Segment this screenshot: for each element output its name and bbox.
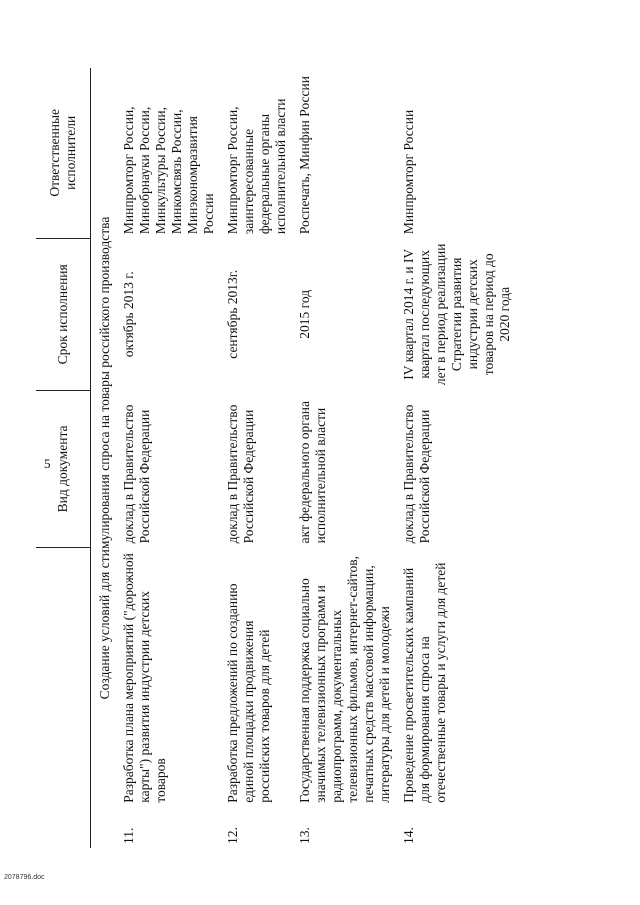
header-term: Срок исполнения <box>36 238 91 390</box>
header-responsible: Ответственные исполнители <box>36 68 91 238</box>
table-row <box>119 68 223 848</box>
header-num <box>36 807 91 848</box>
row-term: октябрь 2013 г. <box>121 271 136 358</box>
page-number: 5 <box>44 456 51 471</box>
row-name: Проведение просветительских кампаний для формирования спроса на отечественные товары и услуги для детей <box>401 562 448 803</box>
row-num: 14. <box>401 827 416 844</box>
table-row <box>295 68 399 848</box>
footer-file-code: 2078796.doc <box>4 874 45 881</box>
row-name: Разработка плана мероприятий ("дорожной карты") развития индустрии детских товаров <box>121 553 168 803</box>
measures-table <box>36 68 519 848</box>
rotated-table-container <box>36 68 596 848</box>
section-row <box>91 68 120 848</box>
row-doc-type: акт федерального органа исполнительной власти <box>297 400 328 544</box>
header-doc-type: Вид документа <box>36 390 91 547</box>
row-doc-type: доклад в Правительство Российской Федерации <box>401 404 432 544</box>
row-responsible: Роспечать, Минфин России <box>297 76 312 235</box>
row-responsible: Минпромторг России <box>401 109 416 235</box>
row-term: 2015 год <box>297 289 312 339</box>
row-num: 12. <box>225 827 240 844</box>
table-header-row <box>36 68 91 848</box>
table-row <box>223 68 295 848</box>
section-title: Создание условий для стимулирования спроса на товары российского производства <box>97 216 112 700</box>
row-term: IV квартал 2014 г. и IV квартал последующих лет в период реализации Стратегии развития индустрии детских товаров на период до 2020 года <box>401 243 512 386</box>
row-num: 11. <box>121 827 136 844</box>
row-responsible: Минпромторг России, заинтересованные федеральные органы исполнительной власти <box>225 98 288 235</box>
row-name: Разработка предложений по созданию единой площадки продвижения российских товаров для детей <box>225 583 272 803</box>
row-name: Государственная поддержка социально значимых телевизионных программ и радиопрограмм, документальных телевизионных фильмов, интернет-сайтов, печатных средств массовой информации, литературы для детей и молодежи <box>297 556 392 803</box>
row-num: 13. <box>297 827 312 844</box>
row-term: сентябрь 2013г. <box>225 269 240 359</box>
table-row <box>399 68 519 848</box>
row-doc-type: доклад в Правительство Российской Федерации <box>225 404 256 544</box>
row-doc-type: доклад в Правительство Российской Федерации <box>121 404 152 544</box>
row-responsible: Минпромторг России, Минобрнауки России, Минкультуры России, Минкомсвязь России, Минэкономразвития России <box>121 106 216 235</box>
header-name <box>36 547 91 806</box>
